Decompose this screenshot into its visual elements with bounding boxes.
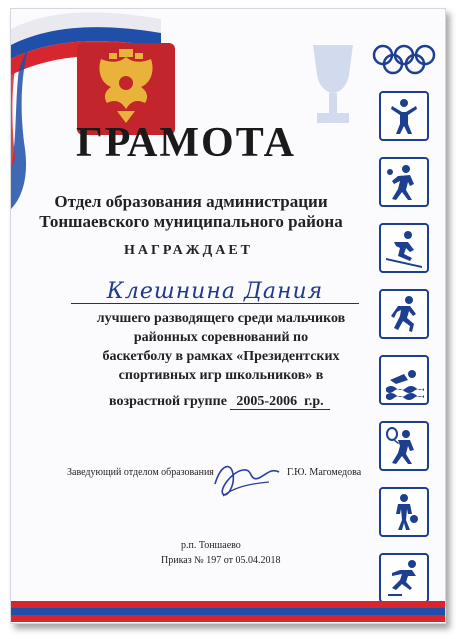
basketball-icon [379, 487, 429, 537]
certificate-sheet [10, 8, 446, 624]
age-group-line [109, 394, 330, 410]
signature-icon [209, 454, 289, 504]
tricolor-band [11, 601, 445, 623]
sport-icons-column [379, 91, 429, 619]
age-group-value [230, 394, 329, 410]
table-tennis-icon [379, 157, 429, 207]
order-reference: Приказ № 197 от 05.04.2018 [161, 555, 281, 566]
place-name: р.п. Тоншаево [181, 540, 241, 551]
head-position: Заведующий отделом образования [67, 467, 214, 478]
running-icon [379, 289, 429, 339]
organization-line-1: Отдел образования администрации [54, 192, 328, 211]
skating-icon [379, 553, 429, 603]
olympic-rings-icon [371, 43, 437, 77]
swimming-icon [379, 355, 429, 405]
age-group-suffix: г.р. [304, 394, 324, 409]
page-title: ГРАМОТА [76, 120, 296, 166]
skiing-icon [379, 223, 429, 273]
citation-line-2: районных соревнований по [133, 330, 309, 345]
citation-line-4: спортивных игр школьников» в [118, 368, 324, 383]
age-group-years: 2005-2006 [236, 394, 298, 409]
organization-line-2: Тоншаевского муниципального района [39, 212, 343, 231]
recipient-name: Клешнина Дания [71, 279, 359, 304]
band-blue [11, 608, 445, 615]
tennis-icon [379, 421, 429, 471]
citation-line-3: баскетболу в рамках «Президентских [102, 349, 340, 364]
organization-name [11, 192, 371, 232]
citation-text [81, 309, 361, 385]
awards-heading: НАГРАЖДАЕТ [123, 243, 254, 258]
athletics-icon [379, 91, 429, 141]
citation-line-1: лучшего разводящего среди мальчиков [96, 311, 346, 326]
band-red-2 [11, 615, 445, 622]
head-name: Г.Ю. Магомедова [287, 467, 362, 478]
age-group-prefix: возрастной группе [109, 394, 227, 409]
band-red [11, 601, 445, 608]
